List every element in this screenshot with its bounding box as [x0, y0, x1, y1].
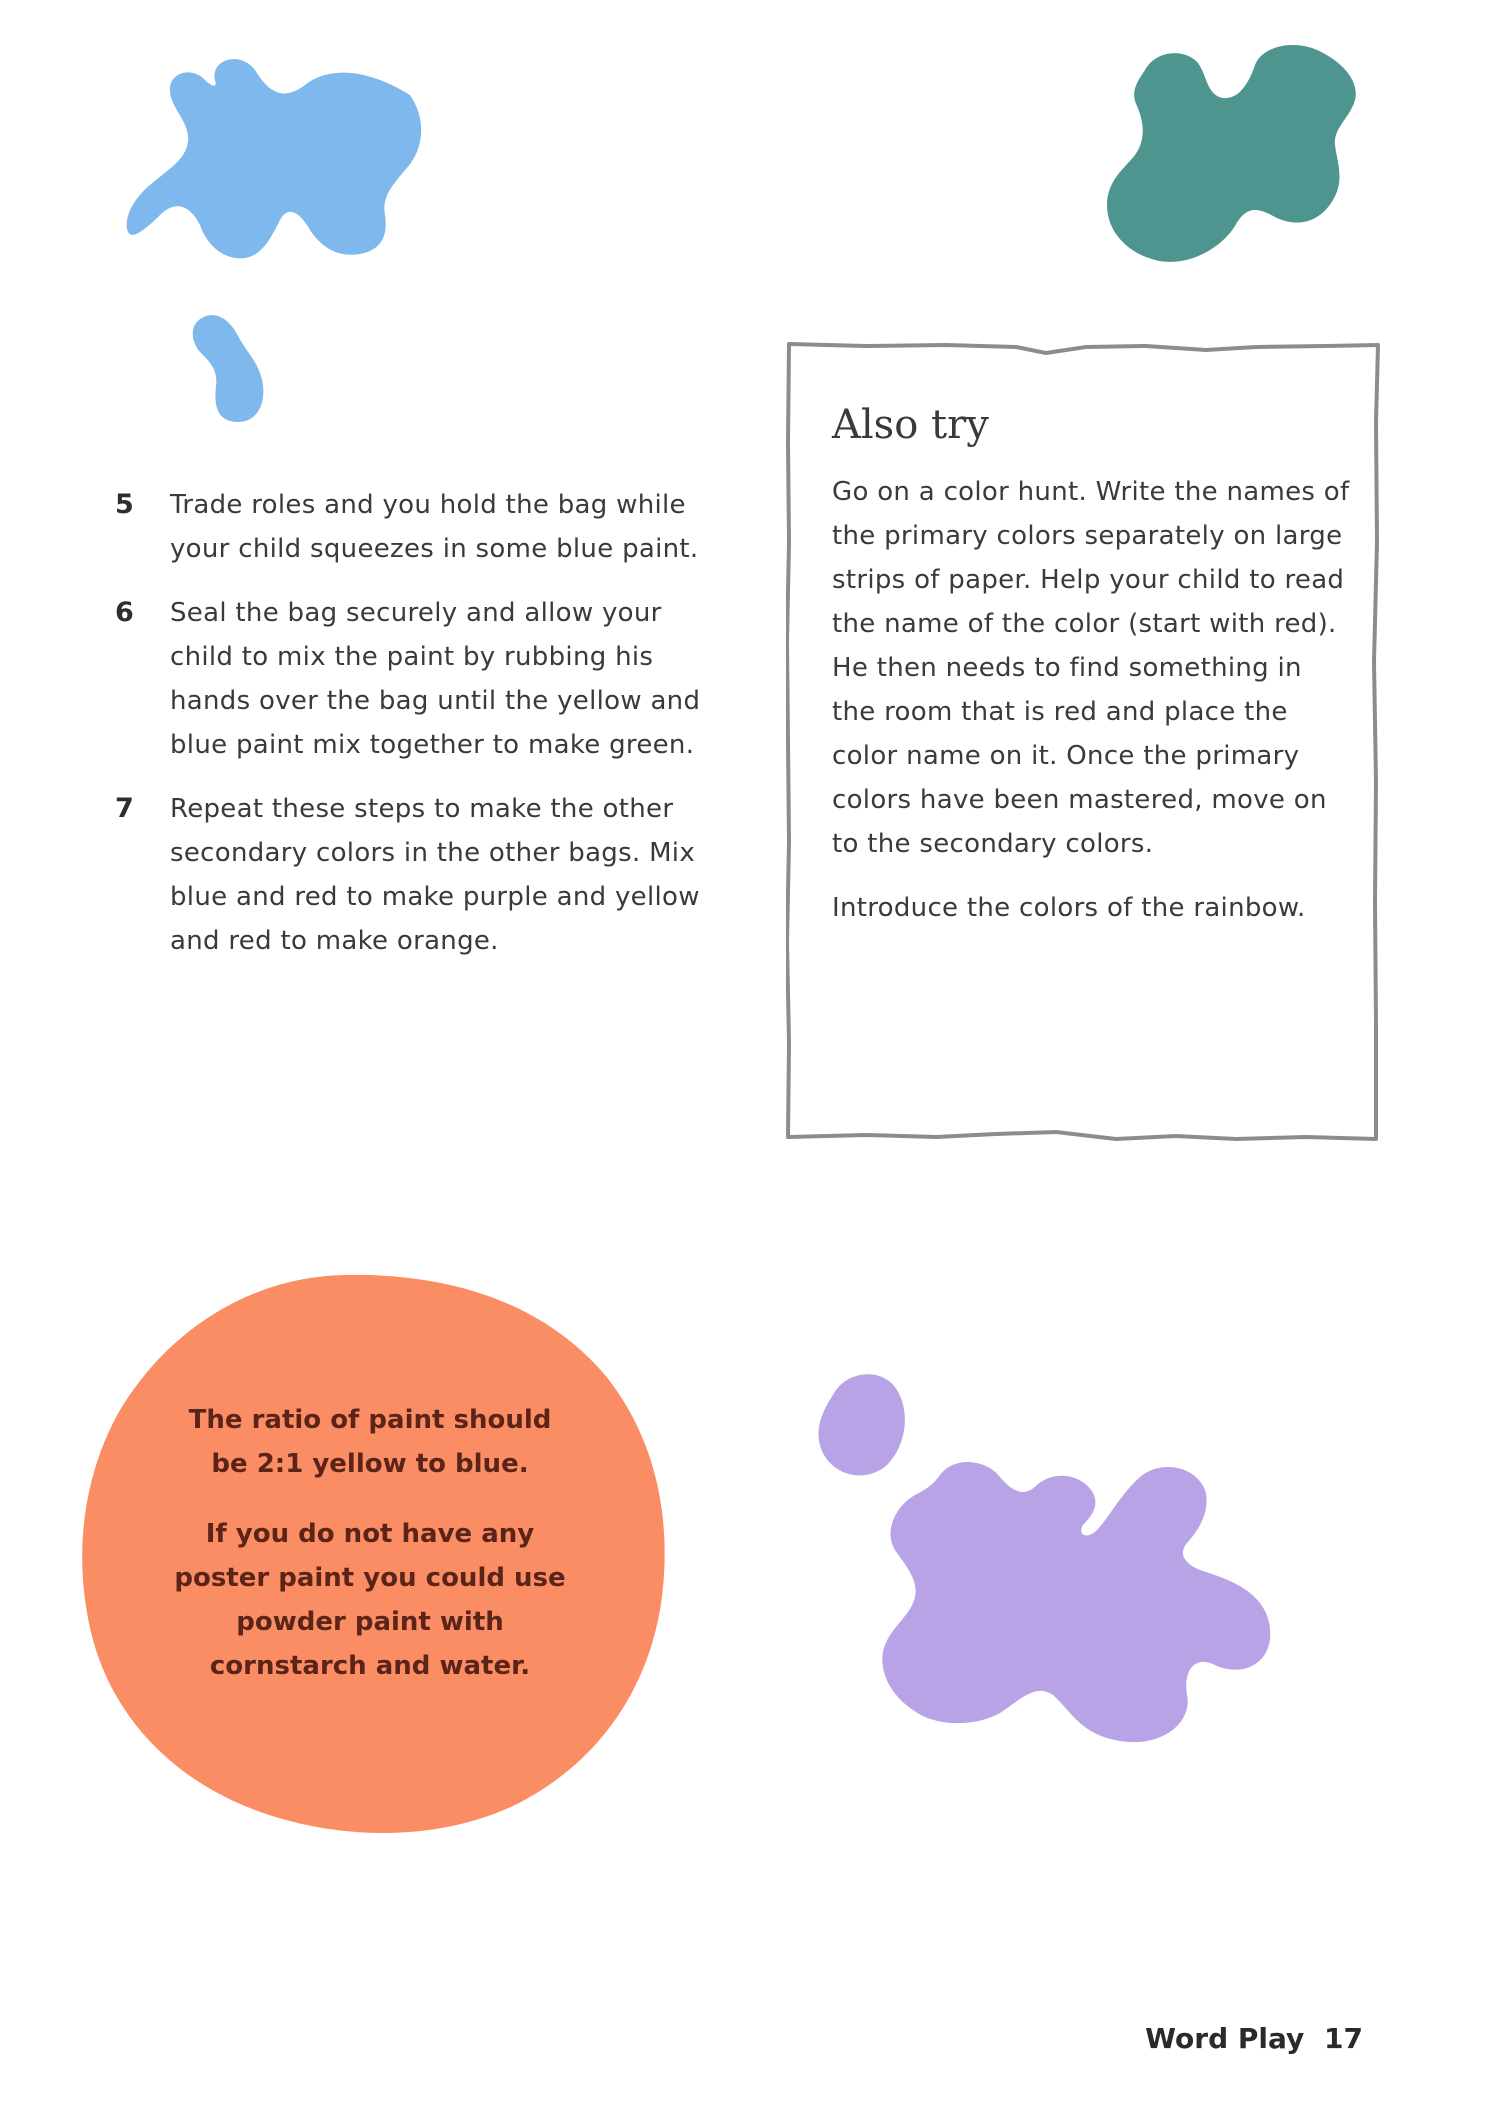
step-text: Trade roles and you hold the bag while your child squeezes in some blue paint.	[170, 490, 699, 564]
step-number: 6	[115, 597, 134, 628]
also-try-content	[832, 402, 1352, 950]
blue-splat-drop	[193, 315, 264, 422]
purple-paint-splat	[815, 1365, 1295, 1765]
paint-tip	[170, 1398, 570, 1714]
blue-paint-splat	[120, 40, 440, 440]
page-number: 17	[1324, 2022, 1363, 2055]
tip-line: If you do not have any poster paint you could use powder paint with cornstarch and water.	[174, 1519, 566, 1681]
page-footer	[1135, 2022, 1363, 2055]
also-try-box	[786, 342, 1380, 1142]
teal-splat-shape	[1107, 45, 1356, 262]
purple-splat-main	[882, 1462, 1270, 1742]
also-try-paragraph: Go on a color hunt. Write the names of the primary colors separately on large strips of paper. Help your child to read the name of the color (start with red). He then needs to find something in the room that is red and place the color name on it. Once the primary colors have been mastered, move on to the secondary colors.	[832, 477, 1350, 859]
step-text: Repeat these steps to make the other secondary colors in the other bags. Mix blue and red to make purple and yellow and red to make orange.	[170, 794, 700, 956]
also-try-title: Also try	[832, 402, 989, 448]
purple-splat-drop	[818, 1374, 904, 1475]
tip-line: The ratio of paint should be 2:1 yellow to blue.	[188, 1405, 552, 1479]
step-number: 5	[115, 489, 134, 520]
step-7	[115, 787, 715, 963]
blue-splat-main	[127, 59, 422, 258]
step-6	[115, 591, 715, 767]
instruction-steps	[115, 483, 715, 983]
step-number: 7	[115, 793, 134, 824]
also-try-paragraph: Introduce the colors of the rainbow.	[832, 893, 1306, 923]
step-text: Seal the bag securely and allow your child to mix the paint by rubbing his hands over the bag until the yellow and blue paint mix together to make green.	[170, 598, 701, 760]
step-5	[115, 483, 715, 571]
footer-section-title: Word Play	[1145, 2022, 1305, 2055]
teal-paint-splat	[1095, 40, 1375, 280]
